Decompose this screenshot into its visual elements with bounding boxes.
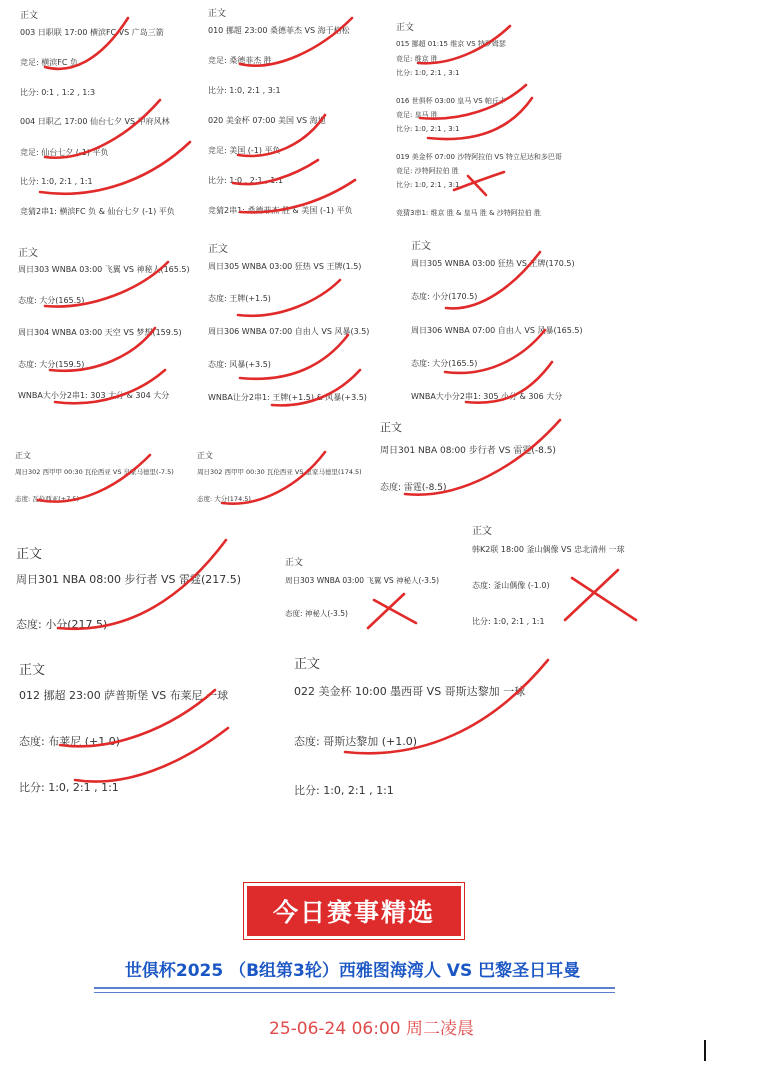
score-line: 比分: 1:0, 2:1 , 1:1 [19,781,119,794]
parlay-line: 竞猜2串1: 横滨FC 负 & 仙台七夕 (-1) 平负 [20,207,175,216]
pick-line: 竞足: 横滨FC 负 [20,58,78,67]
card-heading: 正文 [19,663,46,678]
fixture-line: 韩K2联 18:00 釜山偶像 VS 忠北清州 一球 [472,545,625,554]
parlay-line: 竞猜2串1: 桑德菲杰 胜 & 美国 (-1) 平负 [208,206,353,215]
tip-card-wnba-totals-2 [411,237,611,407]
score-line: 比分: 1:0, 2:1 , 3:1 [208,86,281,95]
title-underline-thin [94,992,615,993]
card-heading: 正文 [16,547,43,562]
fixture-line: 周日305 WNBA 03:00 狂热 VS 王牌(170.5) [411,259,575,268]
score-line: 比分: 1:0 , 2:1 , 1:1 [208,176,284,185]
fixture-line: 周日301 NBA 08:00 步行者 VS 雷霆(217.5) [16,573,242,586]
tip-card-gold-cup-asian [294,653,614,798]
tip-card-eliteserien-asian [19,659,289,799]
pick-line: 竞足: 桑德菲杰 胜 [208,56,272,65]
title-underline [94,987,615,989]
score-line: 比分: 1:0, 2:1 , 1:1 [294,784,394,797]
attitude-line: 态度: 小分(170.5) [411,292,478,301]
card-heading: 正文 [208,244,228,255]
pick-line: 竞足: 美国 (-1) 平负 [208,146,281,155]
attitude-line: 态度: 大分(159.5) [18,360,85,369]
attitude-line: 态度: 大分(165.5) [18,296,85,305]
attitude-line: 态度: 釜山偶像 (-1.0) [472,581,550,590]
card-heading: 正文 [472,526,492,537]
fixture-line: 周日302 西甲甲 00:30 瓦伦西亚 VS 皇家马德里(174.5) [197,468,362,476]
attitude-line: 态度: 哥斯达黎加 (+1.0) [294,735,417,748]
tip-card-laliga-handicap [15,450,195,510]
score-line: 比分: 1:0, 2:1 , 1:1 [472,617,545,626]
tip-card-wnba-handicap [208,240,403,408]
attitude-line: 态度: 布莱尼 (+1.0) [19,735,120,748]
fixture-line: 012 挪超 23:00 萨普斯堡 VS 布莱尼 一球 [19,689,229,702]
tip-card-wnba-handicap-2 [285,555,470,625]
attitude-line: 态度: 瓦伦西亚(+7.5) [15,495,80,503]
attitude-line: 态度: 大分(174.5) [197,495,251,503]
attitude-line: 态度: 神秘人(-3.5) [285,609,348,618]
score-line: 比分: 1:0, 2:1 , 1:1 [20,177,93,186]
fixture-line: 003 日职联 17:00 横滨FC VS 广岛三箭 [20,28,164,37]
score-line: 比分: 1:0, 2:1 , 3:1 [396,125,460,133]
fixture-line: 周日301 NBA 08:00 步行者 VS 雷霆(-8.5) [380,446,556,456]
attitude-line: 态度: 小分(217.5) [16,618,108,631]
fixture-line: 016 世俱杯 03:00 皇马 VS 帕丘卡 [396,97,506,105]
tip-card-wnba-totals [18,242,208,407]
pick-line: 竞足: 皇马 胜 [396,111,438,119]
fixture-line: 周日305 WNBA 03:00 狂热 VS 王牌(1.5) [208,262,362,271]
featured-match-title: 世俱杯2025 （B组第3轮）西雅图海湾人 VS 巴黎圣日耳曼 [124,961,581,981]
fixture-line: 010 挪超 23:00 桑德菲杰 VS 海于格松 [208,26,350,35]
fixture-line: 周日303 WNBA 03:00 飞翼 VS 神秘人(-3.5) [285,576,440,585]
card-heading: 正文 [15,451,31,460]
pick-line: 竞足: 仙台七夕 (-1) 平负 [20,148,109,157]
tip-card-nba-handicap [380,419,600,499]
card-heading: 正文 [294,657,321,672]
score-line: 比分: 0:1 , 1:2 , 1:3 [20,88,96,97]
fixture-line: 周日302 西甲甲 00:30 瓦伦西亚 VS 皇家马德里(-7.5) [15,468,174,476]
tip-card-japan-league [20,6,210,221]
fixture-line: 周日306 WNBA 07:00 自由人 VS 风暴(3.5) [208,327,370,336]
tip-card-eliteserien-gold-cup [208,6,398,221]
tip-card-nba-totals [16,543,281,638]
fixture-line: 周日304 WNBA 03:00 天空 VS 梦想(159.5) [18,328,182,337]
card-heading: 正文 [285,558,304,568]
card-heading: 正文 [380,421,402,434]
tip-card-three-fold [396,18,586,223]
card-heading: 正文 [411,241,431,252]
fixture-line: 周日303 WNBA 03:00 飞翼 VS 神秘人(165.5) [18,265,190,274]
pick-line: 竞足: 维京 胜 [396,55,438,63]
tip-card-k-league [472,522,672,632]
text-cursor [704,1040,706,1061]
card-heading: 正文 [208,9,227,19]
fixture-line: 015 挪超 01:15 维京 VS 特罗姆瑟 [396,40,506,48]
fixture-line: 019 美金杯 07:00 沙特阿拉伯 VS 特立尼达和多巴哥 [396,153,562,161]
attitude-line: 态度: 雷霆(-8.5) [380,483,447,493]
today-picks-banner [243,882,465,940]
pick-line: 竞足: 沙特阿拉伯 胜 [396,167,459,175]
banner-label: 今日赛事精选 [247,886,461,936]
parlay-line: WNBA大小分2串1: 303 大分 & 304 大分 [18,391,170,400]
fixture-line: 周日306 WNBA 07:00 自由人 VS 风暴(165.5) [411,326,583,335]
parlay-line: WNBA大小分2串1: 305 小分 & 306 大分 [411,392,563,401]
card-heading: 正文 [18,248,38,259]
tip-card-laliga-totals [197,450,377,510]
parlay-line: WNBA让分2串1: 王牌(+1.5) & 风暴(+3.5) [208,393,367,402]
score-line: 比分: 1:0, 2:1 , 3:1 [396,181,460,189]
attitude-line: 态度: 王牌(+1.5) [208,294,271,303]
parlay-line: 竞猜3串1: 维京 胜 & 皇马 胜 & 沙特阿拉伯 胜 [396,209,541,217]
featured-match-time: 25-06-24 06:00 周二凌晨 [269,1019,474,1039]
card-heading: 正文 [197,451,213,460]
fixture-line: 004 日职乙 17:00 仙台七夕 VS 甲府风林 [20,117,170,126]
attitude-line: 态度: 风暴(+3.5) [208,360,271,369]
fixture-line: 022 美金杯 10:00 墨西哥 VS 哥斯达黎加 一球 [294,685,526,698]
fixture-line: 020 美金杯 07:00 美国 VS 海地 [208,116,326,125]
card-heading: 正文 [396,23,415,33]
card-heading: 正文 [20,11,39,21]
attitude-line: 态度: 大分(165.5) [411,359,478,368]
score-line: 比分: 1:0, 2:1 , 3:1 [396,69,460,77]
